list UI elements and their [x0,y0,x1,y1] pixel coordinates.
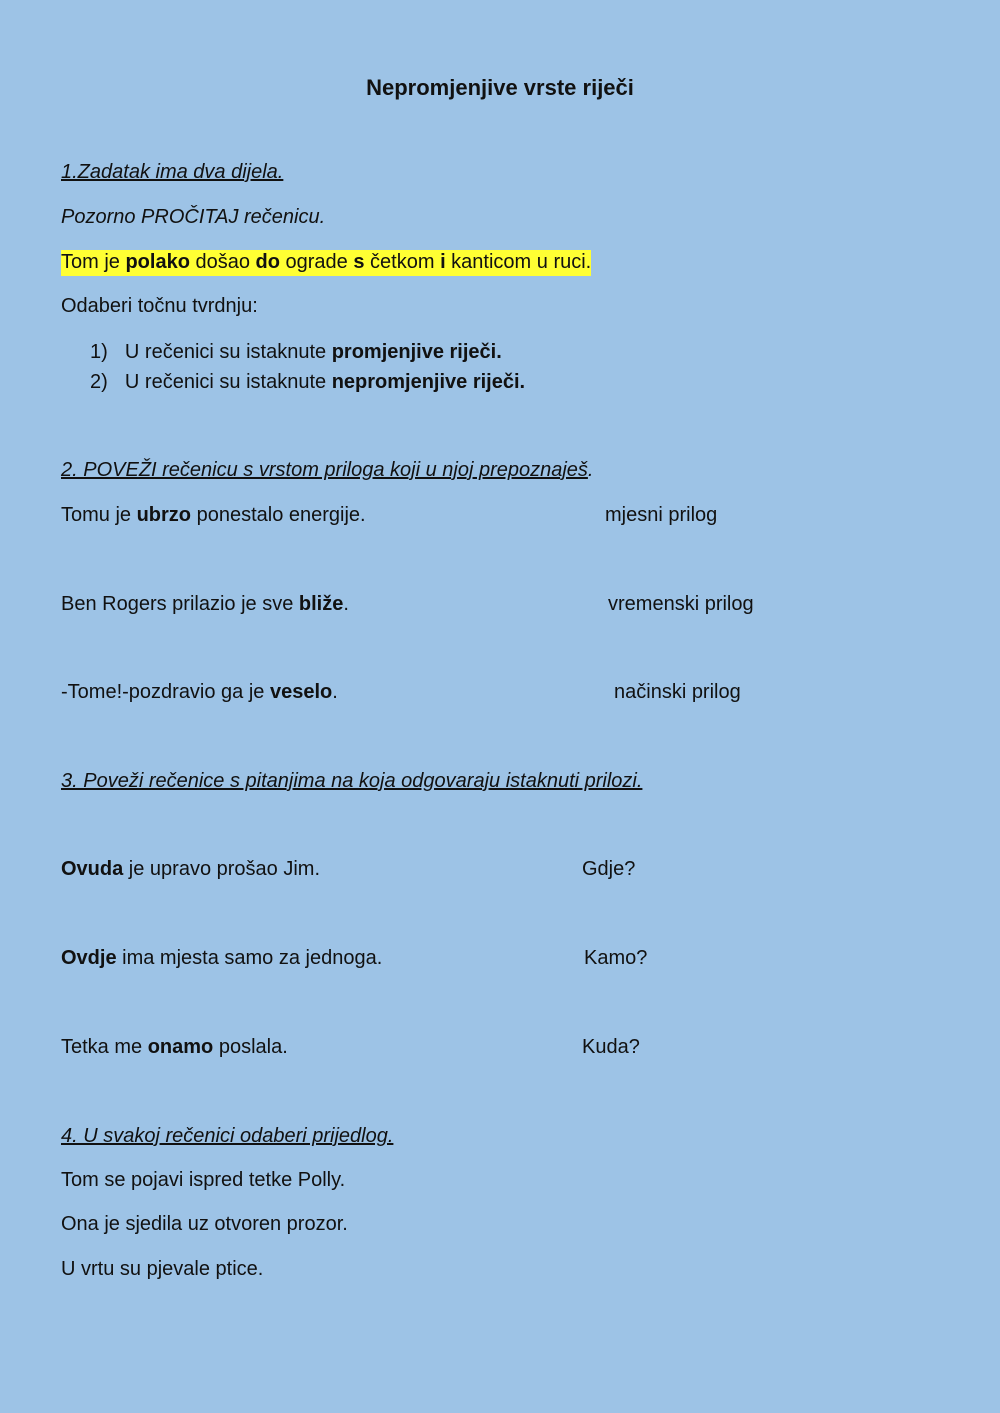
sentence-text: Tom je [61,251,126,273]
highlighted-word[interactable]: s [353,251,365,273]
sentence-text: kanticom u ruci. [445,251,592,273]
sentence-text: ima mjesta samo za jednoga. [116,947,383,969]
sentence-text: Tetka me [61,1036,148,1058]
highlighted-word: Ovdje [61,947,117,969]
task2-sentence[interactable] [61,503,366,527]
task2-heading [61,458,593,482]
sentence-text: Ben Rogers prilazio je sve [61,593,299,615]
highlighted-word: veselo [269,681,333,703]
task1-heading: 1.Zadatak ima dva dijela. [61,161,284,183]
sentence-text: . [332,681,338,703]
highlighted-word: onamo [147,1036,214,1058]
page-title: Nepromjenjive vrste riječi [366,75,634,100]
sentence-text: -Tome!-pozdravio ga je [61,681,270,703]
option-1[interactable] [90,340,502,364]
sentence-text: poslala. [213,1036,288,1058]
task3-question[interactable]: Kuda? [582,1036,640,1058]
highlighted-word: ubrzo [136,504,192,526]
sentence-text: je upravo prošao Jim. [123,858,321,880]
option-2[interactable] [90,370,525,394]
task2-sentence[interactable] [61,680,338,704]
highlighted-sentence [61,250,591,276]
sentence-text: Tomu je [61,504,137,526]
task3-sentence[interactable] [61,946,382,970]
task1-instruction: Pozorno PROČITAJ rečenicu. [61,206,326,228]
task3-question[interactable]: Kamo? [584,947,648,969]
highlighted-word[interactable]: i [440,251,446,273]
sentence-text: četkom [364,251,441,273]
option-number: 1) [90,341,108,363]
task3-question[interactable]: Gdje? [582,858,636,880]
task2-answer[interactable]: vremenski prilog [608,593,754,615]
task2-answer[interactable]: mjesni prilog [605,504,718,526]
sentence-text: ograde [279,251,354,273]
option-bold: nepromjenjive riječi. [331,371,526,393]
highlighted-word: Ovuda [61,858,124,880]
task2-heading-end: . [587,459,594,481]
task1-sentence [61,250,591,274]
task3-sentence[interactable] [61,1035,288,1059]
option-text: U rečenici su istaknute [124,371,332,393]
task4-sentence[interactable]: Tom se pojavi ispred tetke Polly. [61,1169,346,1191]
option-text: U rečenici su istaknute [124,341,332,363]
sentence-text: . [343,593,349,615]
task1-prompt: Odaberi točnu tvrdnju: [61,295,258,317]
sentence-text: došao [189,251,256,273]
sentence-text: ponestalo energije. [191,504,366,526]
task2-answer[interactable]: načinski prilog [614,681,741,703]
task3-sentence[interactable] [61,857,320,881]
task2-sentence[interactable] [61,592,349,616]
highlighted-word[interactable]: do [255,251,280,273]
highlighted-word: bliže [298,593,344,615]
option-bold: promjenjive riječi. [331,341,502,363]
task4-sentence[interactable]: Ona je sjedila uz otvoren prozor. [61,1213,348,1235]
option-number: 2) [90,371,108,393]
task4-sentence[interactable]: U vrtu su pjevale ptice. [61,1258,264,1280]
task4-heading: 4. U svakoj rečenici odaberi prijedlog. [61,1125,394,1147]
task2-heading-text: 2. POVEŽI rečenicu s vrstom priloga koji u njoj prepoznaješ [61,459,588,481]
highlighted-word[interactable]: polako [125,251,190,273]
task3-heading: 3. Poveži rečenice s pitanjima na koja odgovaraju istaknuti prilozi. [61,770,643,792]
